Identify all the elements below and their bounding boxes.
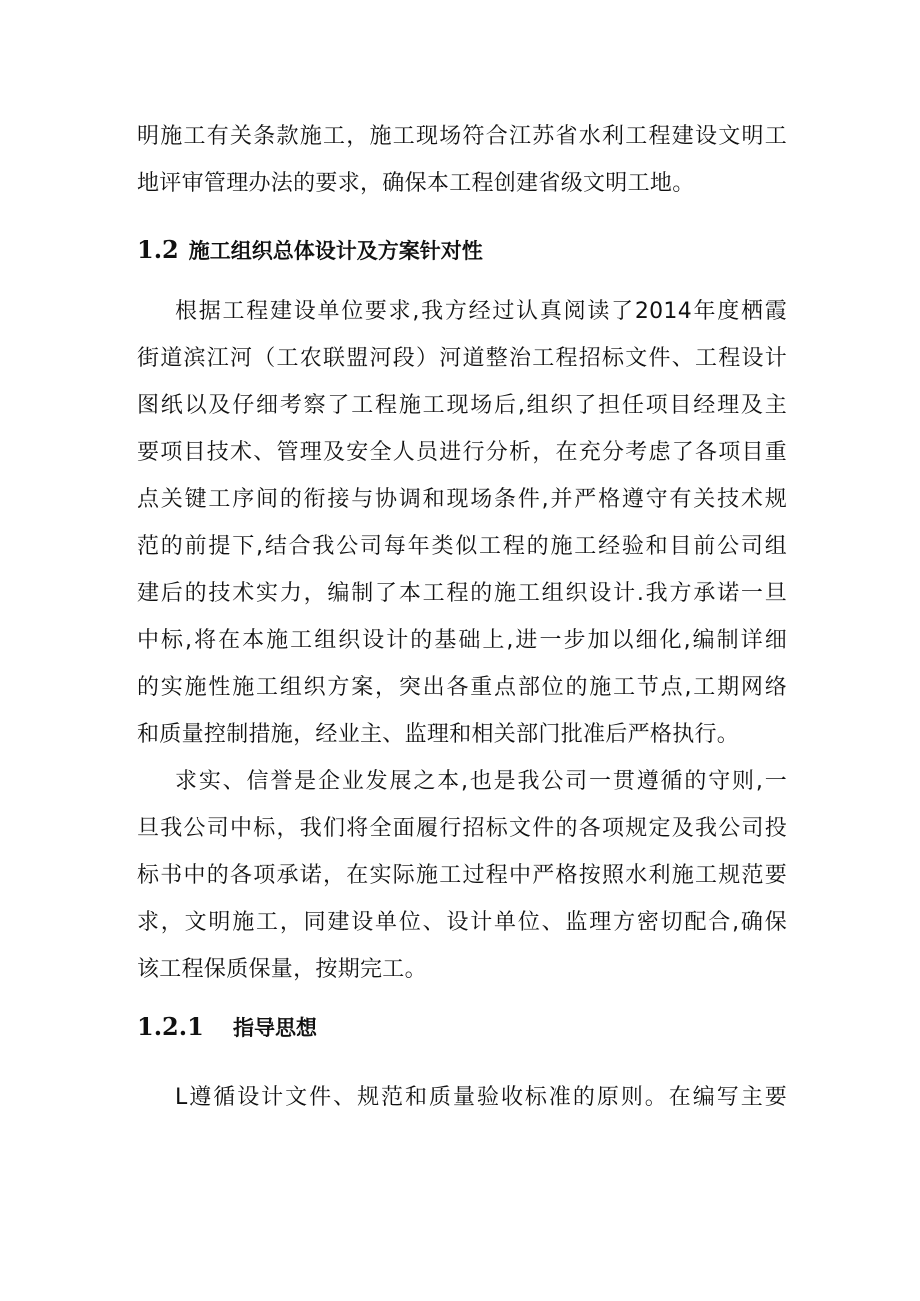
paragraph-commitment (137, 758, 787, 993)
text-line: 地评审管理办法的要求，确保本工程创建省级文明工地。 (137, 171, 695, 196)
text-line: 明施工有关条款施工，施工现场符合江苏省水利工程建设文明工 (137, 124, 787, 149)
text-line: 建后的技术实力，编制了本工程的施工组织设计.我方承诺一旦 (137, 581, 787, 606)
text-line: 和质量控制措施，经业主、监理和相关部门批准后严格执行。 (137, 722, 740, 747)
text-line: 街道滨江河（工农联盟河段）河道整治工程招标文件、工程设计 (137, 346, 787, 371)
text-line: 点关键工序间的衔接与协调和现场条件,并严格遵守有关技术规 (137, 487, 787, 512)
section-title: 施工组织总体设计及方案针对性 (188, 239, 483, 263)
intro-paragraph (137, 113, 787, 207)
paragraph-requirements (137, 288, 787, 758)
text-line: 求，文明施工，同建设单位、设计单位、监理方密切配合,确保 (137, 910, 787, 935)
text-line: 图纸以及仔细考察了工程施工现场后,组织了担任项目经理及主 (137, 393, 787, 418)
section-title: 指导思想 (233, 1016, 317, 1040)
text-line: 要项目技术、管理及安全人员进行分析，在充分考虑了各项目重 (137, 440, 787, 465)
text-line: 范的前提下,结合我公司每年类似工程的施工经验和目前公司组 (137, 534, 787, 559)
text-line: L遵循设计文件、规范和质量验收标准的原则。在编写主要 (175, 1085, 787, 1110)
text-line: 旦我公司中标，我们将全面履行招标文件的各项规定及我公司投 (137, 816, 787, 841)
section-number: 1.2 (137, 235, 179, 264)
paragraph-guiding-principles (137, 1074, 787, 1121)
text-line: 该工程保质保量，按期完工。 (137, 957, 427, 982)
document-page (137, 113, 787, 1121)
text-line: 求实、信誉是企业发展之本,也是我公司一贯遵循的守则,一 (175, 769, 787, 794)
section-heading-1-2 (137, 226, 787, 273)
text-line: 标书中的各项承诺，在实际施工过程中严格按照水利施工规范要 (137, 863, 787, 888)
section-number: 1.2.1 (137, 1012, 204, 1041)
text-line: 的实施性施工组织方案，突出各重点部位的施工节点,工期网络 (137, 675, 787, 700)
text-line: 根据工程建设单位要求,我方经过认真阅读了2014年度栖霞 (175, 299, 787, 324)
text-line: 中标,将在本施工组织设计的基础上,进一步加以细化,编制详细 (137, 628, 787, 653)
section-heading-1-2-1 (137, 1003, 787, 1050)
